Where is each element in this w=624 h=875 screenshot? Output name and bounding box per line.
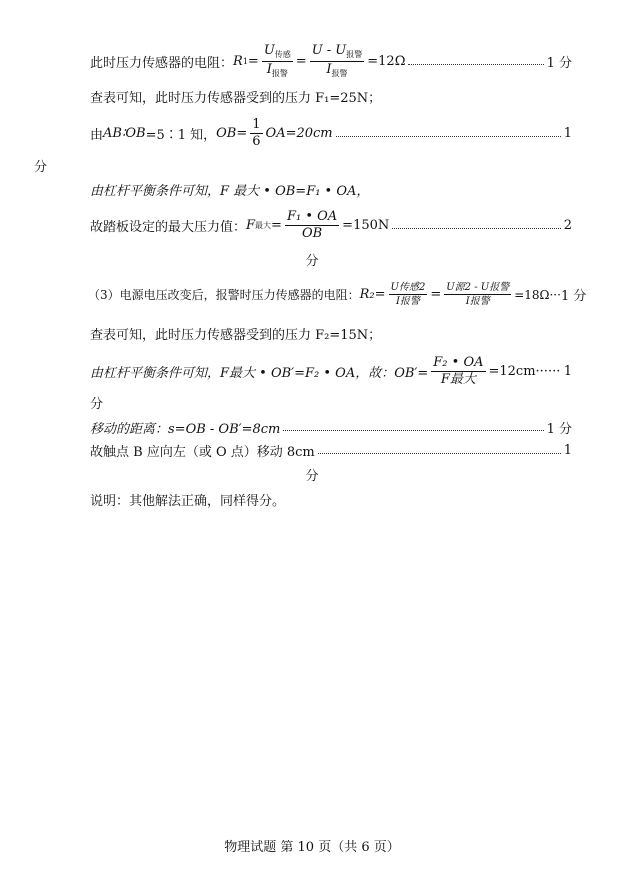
- answer-line-move-direction: [90, 441, 572, 460]
- score: 1: [563, 443, 572, 458]
- score-wrap: [0, 465, 624, 484]
- score: 2: [563, 218, 572, 234]
- result: =12cm······: [488, 364, 561, 380]
- ratio: AB∶OB: [103, 126, 146, 142]
- line-text: OA=20cm: [265, 126, 333, 142]
- answer-note: [90, 490, 572, 509]
- score: 1: [563, 126, 572, 142]
- answer-line-ob-prime: [90, 356, 572, 388]
- den: I: [326, 61, 332, 77]
- score: 1 分: [546, 422, 572, 437]
- score-wrap: [0, 250, 624, 269]
- score-suffix: 分: [305, 254, 319, 269]
- num: U传感2: [390, 282, 426, 293]
- line-text: 由杠杆平衡条件可知，F 最大 • OB=F₁ • OA，: [90, 184, 370, 199]
- answer-line-ob: [90, 118, 572, 150]
- result: =18Ω···: [514, 287, 561, 302]
- fraction-u-source2-minus-u-over-i: [444, 282, 511, 307]
- result: =150N: [342, 218, 390, 234]
- line-text: 故触点 B 应向左（或 O 点）移动 8cm: [90, 445, 315, 460]
- fraction-f1oa-over-ob: [285, 210, 339, 242]
- answer-line-part3: [88, 282, 587, 307]
- var-f: F: [246, 218, 256, 234]
- line-text: 故踏板设定的最大压力值：: [90, 220, 247, 236]
- score: 1: [563, 364, 572, 380]
- fraction-u-sensor-over-i: [262, 44, 293, 79]
- sub: 报警: [271, 68, 288, 78]
- var-ob: OB: [216, 126, 237, 142]
- line-text: 移动的距离：s=OB - OB′=8cm: [90, 422, 281, 437]
- score-suffix: 分: [34, 160, 48, 175]
- answer-line-resistance: [90, 44, 572, 79]
- answer-line-lever-balance: [90, 180, 572, 199]
- line-text: 说明：其他解法正确，同样得分。: [90, 494, 286, 509]
- dot-leader: [336, 136, 561, 137]
- den: I报警: [395, 296, 420, 307]
- answer-line-table-f1: [90, 87, 572, 106]
- line-text: =5∶1 知，: [145, 128, 217, 144]
- line-text: （3）电源电压改变后，报警时压力传感器的电阻：: [88, 288, 360, 302]
- answer-line-distance: [90, 418, 572, 437]
- score-wrap: [34, 156, 572, 175]
- num: F₁ • OA: [285, 210, 339, 226]
- score-suffix: 分: [305, 469, 319, 484]
- dot-leader: [318, 453, 561, 454]
- den: 6: [252, 134, 261, 150]
- equals: =: [247, 53, 259, 69]
- num: 1: [250, 118, 262, 134]
- fraction-u-minus-u-over-i: [310, 44, 365, 79]
- dot-leader: [283, 430, 543, 431]
- equals: =: [236, 126, 248, 142]
- result: =12Ω: [367, 53, 406, 69]
- sub: 最大: [255, 221, 272, 231]
- num: F₂ • OA: [431, 356, 485, 372]
- sub: 报警: [346, 50, 363, 59]
- equals: =: [271, 218, 282, 234]
- den: OB: [301, 226, 323, 242]
- answer-line-table-f2: [90, 324, 572, 343]
- var-r1: R: [233, 53, 243, 69]
- answer-line-max-force: [90, 210, 572, 242]
- score: 1 分: [560, 289, 587, 304]
- dot-leader: [408, 64, 543, 65]
- line-text: 查表可知，此时压力传感器受到的压力 F₂=15N；: [90, 328, 382, 343]
- num: U - U: [311, 43, 347, 58]
- sub: 1: [242, 56, 248, 66]
- line-text: 由杠杆平衡条件可知，F最大 • OB′=F₂ • OA，故：OB′=: [90, 366, 429, 382]
- var-r2: R₂=: [359, 287, 386, 302]
- den: I报警: [465, 296, 490, 307]
- dot-leader: [392, 228, 560, 229]
- equals: =: [430, 287, 442, 302]
- score-suffix: 分: [90, 397, 104, 412]
- line-text: 此时压力传感器的电阻：: [90, 55, 234, 71]
- fraction-u-sensor2-over-i: [389, 282, 428, 307]
- line-text: 由: [90, 128, 104, 144]
- sub: 传感: [274, 50, 291, 59]
- line-text: 查表可知，此时压力传感器受到的压力 F₁=25N；: [90, 91, 382, 106]
- sub: 报警: [331, 68, 348, 78]
- page-footer: 物理试题 第 10 页（共 6 页）: [224, 840, 400, 855]
- num: U: [263, 43, 275, 58]
- fraction-one-sixth: [250, 118, 262, 150]
- equals: =: [295, 53, 307, 69]
- fraction-f2oa-over-fmax: [431, 356, 485, 388]
- score-wrap: [90, 393, 572, 412]
- den: F最大: [440, 372, 476, 388]
- score: 1 分: [546, 55, 572, 71]
- num: U源2 - U报警: [446, 282, 510, 293]
- den: I: [266, 61, 272, 77]
